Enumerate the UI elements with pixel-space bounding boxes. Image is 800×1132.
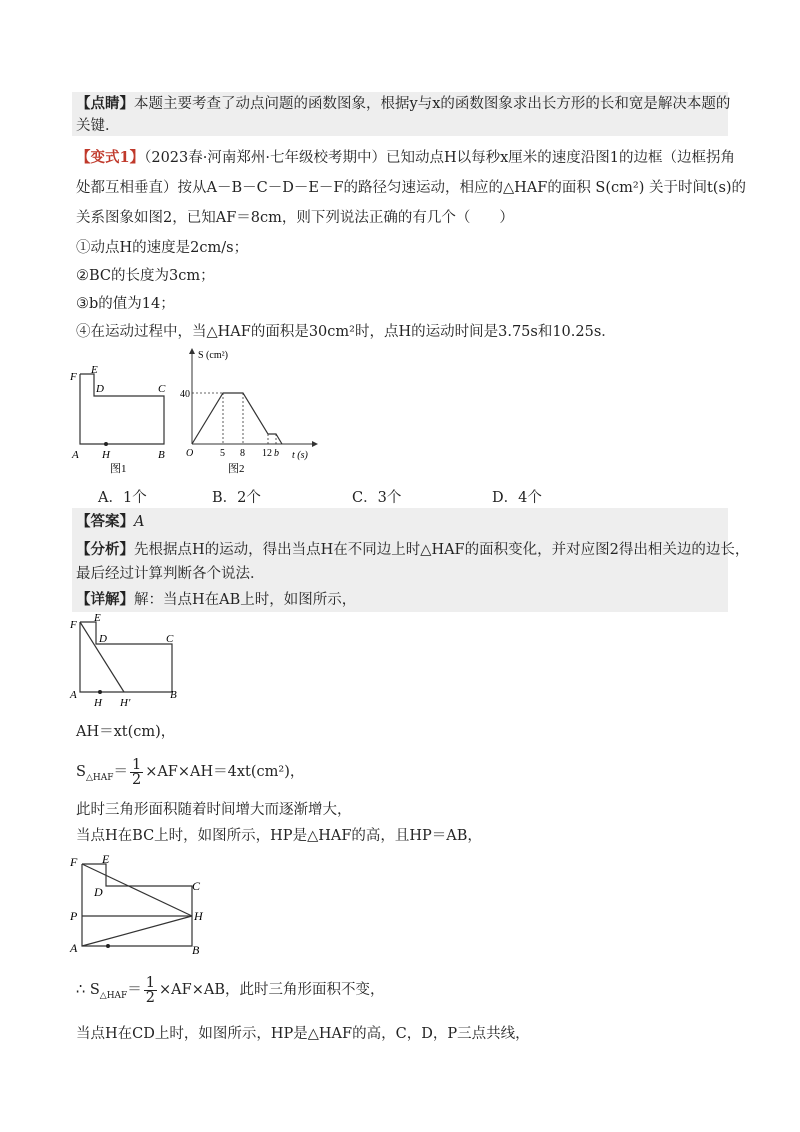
eq2-den: 2 xyxy=(131,771,142,788)
variant-text1: （2023春·河南郑州·七年级校考期中）已知动点H以每秒x厘米的速度沿图1的边框（边框拐角 xyxy=(144,150,736,166)
choice-d[interactable]: D．4个 xyxy=(492,490,542,506)
analysis-line2: 最后经过计算判断各个说法． xyxy=(76,566,265,582)
dianjing-line1 xyxy=(76,94,730,114)
detail-label: 【详解】 xyxy=(76,591,134,608)
fig2-xtick-5: 5 xyxy=(220,448,225,459)
fig1-label-E: E xyxy=(91,366,98,376)
eq2-sub: △HAF xyxy=(85,772,114,783)
fig4-label-B: B xyxy=(192,943,200,957)
variant-item-3: ③b的值为14； xyxy=(76,296,175,312)
eq2-s: S xyxy=(76,764,86,780)
eq3-den: 2 xyxy=(145,989,156,1006)
figure-1 xyxy=(66,366,178,476)
fig3-label-F: F xyxy=(70,619,77,631)
detail-line1 xyxy=(76,590,356,610)
detail-text1: 解：当点H在AB上时，如图所示， xyxy=(134,592,357,608)
fig4-label-F: F xyxy=(70,855,78,869)
figure-4 xyxy=(66,850,216,960)
fig1-label-A: A xyxy=(72,449,79,461)
fig2-caption: 图2 xyxy=(228,463,245,475)
variant-item-1: ①动点H的速度是2cm/s； xyxy=(76,240,249,256)
fig3-label-D: D xyxy=(99,633,107,645)
answer-line xyxy=(76,512,144,532)
eq2-right: ×AF×AH＝4xt(cm²)， xyxy=(145,764,305,780)
answer-value: A xyxy=(134,514,145,530)
detail-line3: 当点H在BC上时，如图所示，HP是△HAF的高，且HP＝AB， xyxy=(76,828,482,844)
figure-3 xyxy=(66,612,196,712)
variant-line3: 关系图象如图2，已知AF＝8cm，则下列说法正确的有几个（ ） xyxy=(76,210,514,226)
fig2-ytick: 40 xyxy=(180,389,190,400)
fig3-label-H: H xyxy=(94,697,102,709)
detail-eq3 xyxy=(76,970,385,1010)
variant-label: 【变式1】 xyxy=(76,149,145,166)
fig1-label-C: C xyxy=(158,383,166,395)
eq2-eq: ＝ xyxy=(113,764,128,780)
variant-line1 xyxy=(76,148,735,168)
fig1-label-H: H xyxy=(102,449,110,461)
fig4-label-C: C xyxy=(192,879,201,893)
dianjing-label: 【点睛】 xyxy=(76,95,134,112)
choice-c[interactable]: C．3个 xyxy=(352,490,402,506)
eq3-right: ×AF×AB，此时三角形面积不变， xyxy=(159,982,385,998)
dianjing-line2: 关键． xyxy=(76,118,120,134)
figure-2 xyxy=(180,346,320,476)
fig1-caption: 图1 xyxy=(110,463,127,475)
eq2-num: 1 xyxy=(131,756,142,773)
fig2-xtick-b: b xyxy=(274,448,279,459)
fig2-origin: O xyxy=(186,448,194,459)
detail-eq2 xyxy=(76,752,304,792)
variant-line2: 处都互相垂直）按从A－B－C－D－E－F的路径匀速运动，相应的△HAF的面积 S(cm²) 关于时间t(s)的 xyxy=(76,180,747,196)
detail-line2: 此时三角形面积随着时间增大而逐渐增大， xyxy=(76,802,352,818)
fig1-label-F: F xyxy=(70,371,77,383)
fig2-xtick-12: 12 xyxy=(262,448,272,459)
fig2-xtick-8: 8 xyxy=(240,448,245,459)
fig2-xlabel: t (s) xyxy=(292,450,308,461)
choice-b[interactable]: B．2个 xyxy=(212,490,261,506)
detail-eq1: AH＝xt(cm)， xyxy=(76,724,176,740)
variant-item-4: ④在运动过程中，当△HAF的面积是30cm²时，点H的运动时间是3.75s和10.25s． xyxy=(76,324,616,340)
eq3-eq: ＝ xyxy=(127,982,142,998)
eq3-sub: △HAF xyxy=(99,990,128,1001)
fig4-label-A: A xyxy=(70,941,78,955)
fig3-label-H2: H' xyxy=(120,697,131,709)
fig4-label-H: H xyxy=(194,909,203,923)
fig3-label-B: B xyxy=(170,689,177,701)
fig4-label-E: E xyxy=(102,852,110,866)
analysis-text1: 先根据点H的运动，得出当点H在不同边上时△HAF的面积变化，并对应图2得出相关边的边长， xyxy=(134,542,750,558)
dianjing-text1: 本题主要考查了动点问题的函数图象，根据y与x的函数图象求出长方形的长和宽是解决本题的 xyxy=(134,96,731,112)
eq2-frac xyxy=(130,758,143,787)
fig2-ylabel: S (cm²) xyxy=(198,350,228,361)
eq3-frac xyxy=(144,976,157,1005)
fig3-label-A: A xyxy=(70,689,77,701)
detail-line4: 当点H在CD上时，如图所示，HP是△HAF的高，C，D，P三点共线， xyxy=(76,1026,530,1042)
analysis-line1 xyxy=(76,540,749,560)
fig3-label-C: C xyxy=(166,633,174,645)
fig1-label-D: D xyxy=(96,383,104,395)
eq3-pre: ∴ S xyxy=(76,982,100,998)
fig4-label-D: D xyxy=(94,885,103,899)
fig3-label-E: E xyxy=(94,612,101,624)
variant-item-2: ②BC的长度为3cm； xyxy=(76,268,215,284)
analysis-label: 【分析】 xyxy=(76,541,134,558)
eq3-num: 1 xyxy=(145,974,156,991)
fig1-label-B: B xyxy=(158,449,165,461)
fig4-label-P: P xyxy=(70,909,78,923)
answer-label: 【答案】 xyxy=(76,513,134,530)
choice-a[interactable]: A．1个 xyxy=(98,490,147,506)
